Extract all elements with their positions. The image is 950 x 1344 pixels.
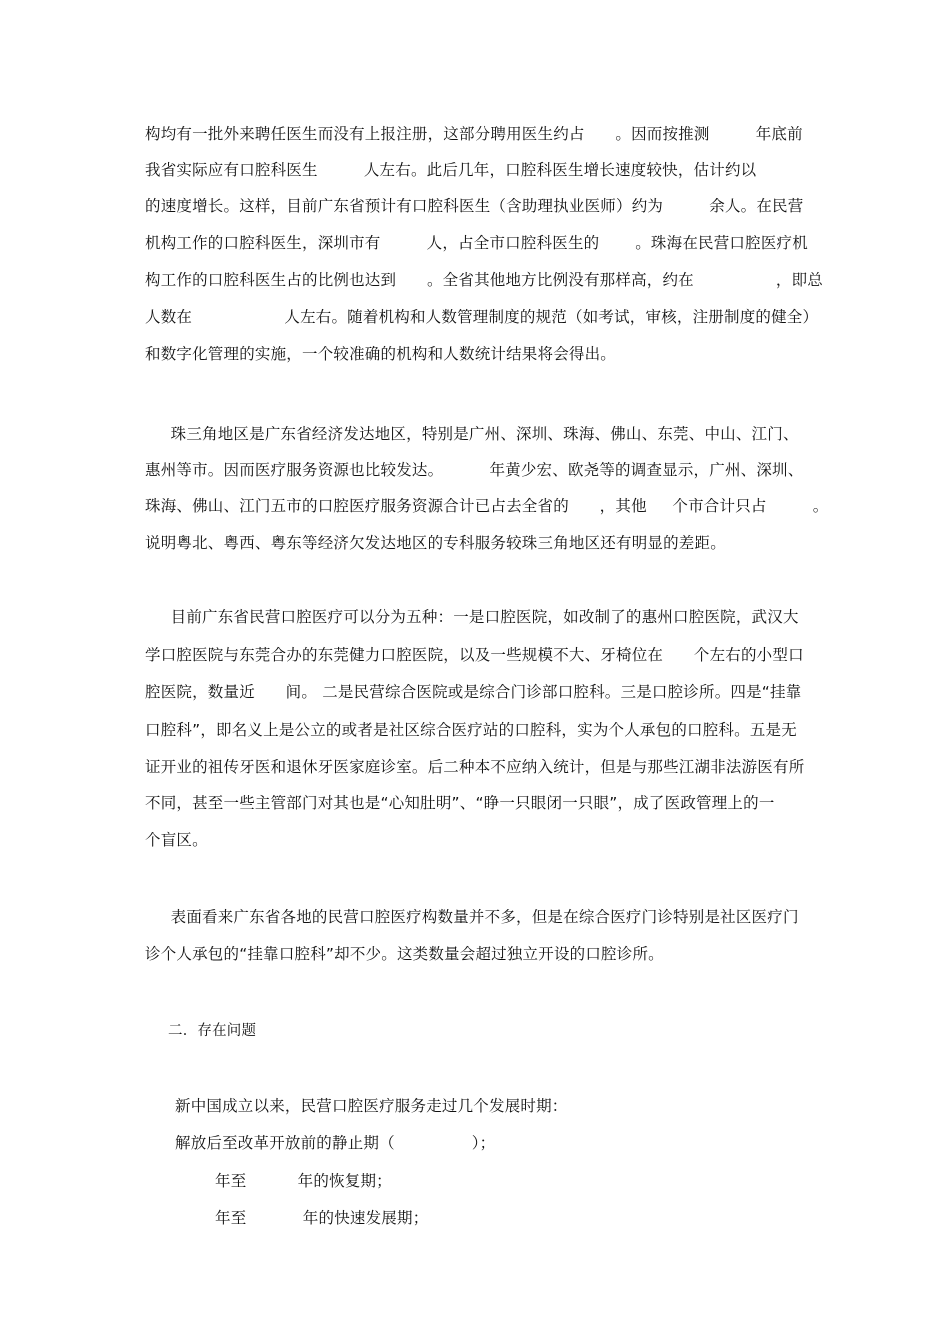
paragraph-4-line-2: 诊个人承包的“挂靠口腔科”却不少。这类数量会超过独立开设的口腔诊所。 (145, 945, 664, 963)
periods-intro: 新中国成立以来，民营口腔医疗服务走过几个发展时期： (175, 1097, 568, 1115)
paragraph-3-line-7: 个盲区。 (145, 831, 208, 849)
paragraph-3-line-6: 不同，甚至一些主管部门对其也是“心知肚明”、“睁一只眼闭一只眼”，成了医政管理上的一 (145, 794, 775, 812)
period-item: 年至 年的快速发展期； (215, 1209, 429, 1227)
paragraph-1-line-5: 构工作的口腔科医生占的比例也达到 。全省其他地方比例没有那样高，约在 ，即总 (145, 271, 823, 289)
paragraph-2-line-2: 惠州等市。因而医疗服务资源也比较发达。 年黄少宏、欧尧等的调查显示，广州、深圳、 (145, 461, 804, 479)
paragraph-4-line-1: 表面看来广东省各地的民营口腔医疗构数量并不多，但是在综合医疗门诊特别是社区医疗门 (145, 908, 799, 926)
paragraph-2-line-1: 珠三角地区是广东省经济发达地区，特别是广州、深圳、珠海、佛山、东莞、中山、江门、 (145, 425, 799, 443)
paragraph-2-line-3: 珠海、佛山、江门五市的口腔医疗服务资源合计已占去全省的 ，其他 个市合计只占 。 (145, 497, 829, 515)
paragraph-1-line-4: 机构工作的口腔科医生，深圳市有 人，占全市口腔科医生的 。珠海在民营口腔医疗机 (145, 234, 808, 252)
paragraph-3-line-3: 腔医院，数量近 间。 二是民营综合医院或是综合门诊部口腔科。三是口腔诊所。四是“挂靠 (145, 683, 802, 701)
paragraph-3-line-1: 目前广东省民营口腔医疗可以分为五种：一是口腔医院，如改制了的惠州口腔医院，武汉大 (145, 608, 799, 626)
paragraph-1-line-3: 的速度增长。这样，目前广东省预计有口腔科医生（含助理执业医师）约为 余人。在民营 (145, 197, 804, 215)
section-heading: 二．存在问题 (168, 1023, 257, 1039)
paragraph-1-line-6: 人数在 人左右。随着机构和人数管理制度的规范（如考试，审核，注册制度的健全） (145, 308, 819, 326)
paragraph-3-line-4: 口腔科”，即名义上是公立的或者是社区综合医疗站的口腔科，实为个人承包的口腔科。五是无 (145, 721, 797, 739)
paragraph-1-line-2: 我省实际应有口腔科医生 人左右。此后几年，口腔科医生增长速度较快，估计约以 (145, 161, 757, 179)
paragraph-1-line-1: 构均有一批外来聘任医生而没有上报注册，这部分聘用医生约占 。因而按推测 年底前 (145, 125, 803, 143)
period-item: 年至 年的恢复期； (215, 1172, 392, 1190)
paragraph-3-line-2: 学口腔医院与东莞合办的东莞健力口腔医院，以及一些规模不大、牙椅位在 个左右的小型口 (145, 646, 804, 664)
paragraph-2-line-4: 说明粤北、粤西、粤东等经济欠发达地区的专科服务较珠三角地区还有明显的差距。 (145, 534, 726, 552)
paragraph-1-line-7: 和数字化管理的实施，一个较准确的机构和人数统计结果将会得出。 (145, 345, 617, 363)
period-item: 解放后至改革开放前的静止期（ ）； (175, 1134, 496, 1152)
paragraph-3-line-5: 证开业的祖传牙医和退休牙医家庭诊室。后二种本不应纳入统计，但是与那些江湖非法游医有所 (145, 758, 805, 776)
